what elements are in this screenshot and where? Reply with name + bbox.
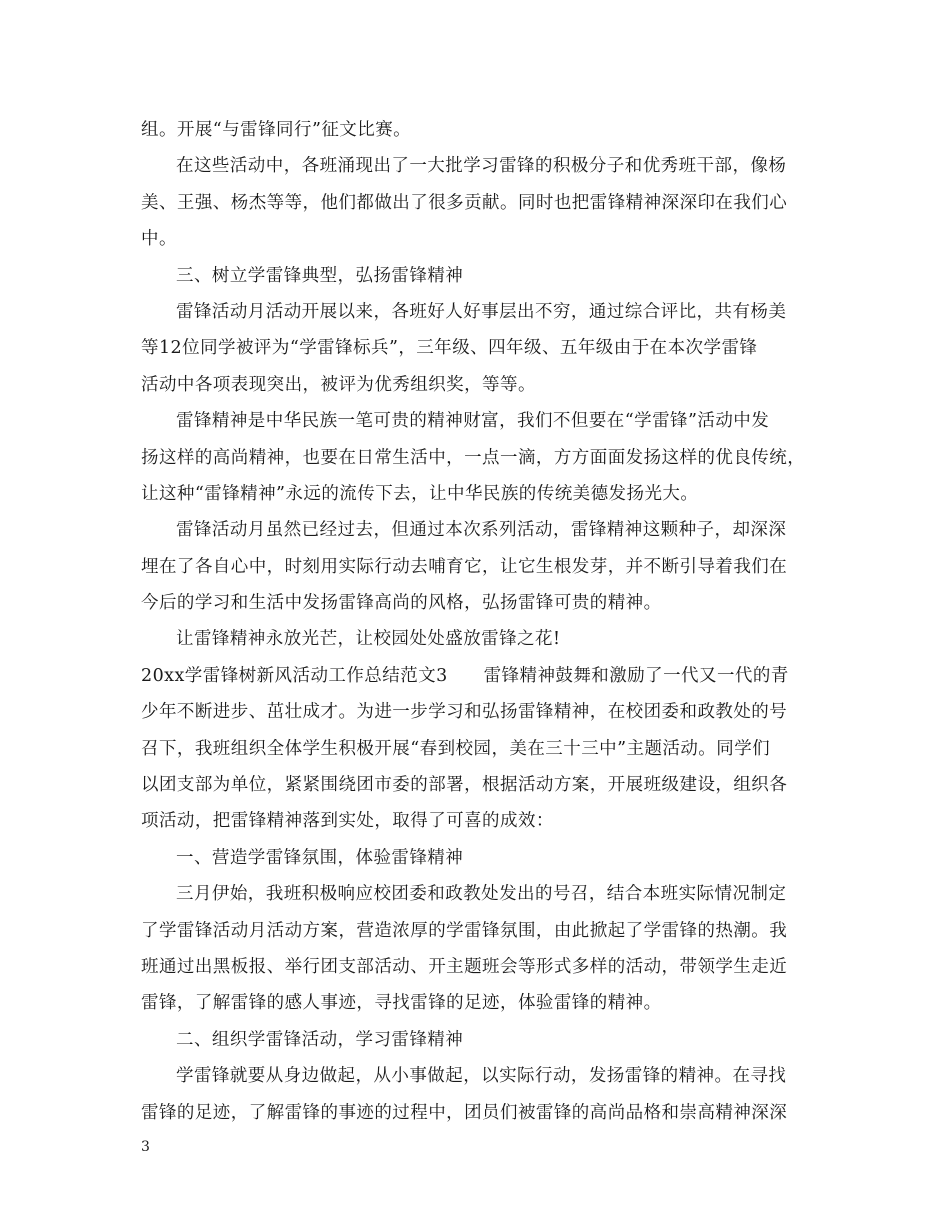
text-line: 召下，我班组织全体学生积极开展“春到校园，美在三十三中”主题活动。同学们 [141,738,771,759]
article-title-line: 20xx学雷锋树新风活动工作总结范文3 雷锋精神鼓舞和激励了一代又一代的青 [141,665,789,686]
text-line: 以团支部为单位，紧紧围绕团市委的部署，根据活动方案，开展班级建设，组织各 [141,775,788,796]
text-line: 班通过出黑板报、举行团支部活动、开主题班会等形式多样的活动，带领学生走近 [141,956,788,977]
page-number: 3 [141,1139,150,1155]
text-line: 雷锋活动月活动开展以来，各班好人好事层出不穷，通过综合评比，共有杨美 [176,301,787,322]
text-line: 雷锋活动月虽然已经过去，但通过本次系列活动，雷锋精神这颗种子，却深深 [176,520,787,541]
text-line: 三月伊始，我班积极响应校团委和政教处发出的号召，结合本班实际情况制定 [176,884,787,905]
section-heading: 三、树立学雷锋典型，弘扬雷锋精神 [176,265,464,286]
text-line: 等12位同学被评为“学雷锋标兵”，三年级、四年级、五年级由于在本次学雷锋 [141,338,758,359]
body-text [141,112,813,1131]
text-line: 雷锋精神是中华民族一笔可贵的精神财富，我们不但要在“学雷锋”活动中发 [176,411,770,432]
text-line: 项活动，把雷锋精神落到实处，取得了可喜的成效： [141,811,554,832]
text-line: 了学雷锋活动月活动方案，营造浓厚的学雷锋氛围，由此掀起了学雷锋的热潮。我 [141,920,788,941]
text-line: 让这种“雷锋精神”永远的流传下去，让中华民族的传统美德发扬光大。 [141,483,699,504]
text-line: 让雷锋精神永放光芒，让校园处处盛放雷锋之花! [176,629,561,650]
text-line: 中。 [141,229,177,250]
text-line: 雷锋的足迹，了解雷锋的事迹的过程中，团员们被雷锋的高尚品格和崇高精神深深 [141,1102,788,1123]
text-line: 少年不断进步、茁壮成才。为进一步学习和弘扬雷锋精神，在校团委和政教处的号 [141,702,788,723]
text-line: 雷锋，了解雷锋的感人事迹，寻找雷锋的足迹，体验雷锋的精神。 [141,993,662,1014]
text-line: 今后的学习和生活中发扬雷锋高尚的风格，弘扬雷锋可贵的精神。 [141,593,662,614]
text-line: 活动中各项表现突出，被评为优秀组织奖，等等。 [141,374,536,395]
text-line: 学雷锋就要从身边做起，从小事做起，以实际行动，发扬雷锋的精神。在寻找 [176,1066,787,1087]
text-line: 在这些活动中，各班涌现出了一大批学习雷锋的积极分子和优秀班干部，像杨 [176,156,787,177]
text-line: 埋在了各自心中，时刻用实际行动去哺育它，让它生根发芽，并不断引导着我们在 [141,556,788,577]
text-line: 组。开展“与雷锋同行”征文比赛。 [141,120,412,140]
text-line: 美、王强、杨杰等等，他们都做出了很多贡献。同时也把雷锋精神深深印在我们心 [141,192,788,213]
section-heading: 一、营造学雷锋氛围，体验雷锋精神 [176,847,464,868]
section-heading: 二、组织学雷锋活动，学习雷锋精神 [176,1029,464,1050]
text-line: 扬这样的高尚精神，也要在日常生活中，一点一滴，方方面面发扬这样的优良传统， [141,447,806,468]
